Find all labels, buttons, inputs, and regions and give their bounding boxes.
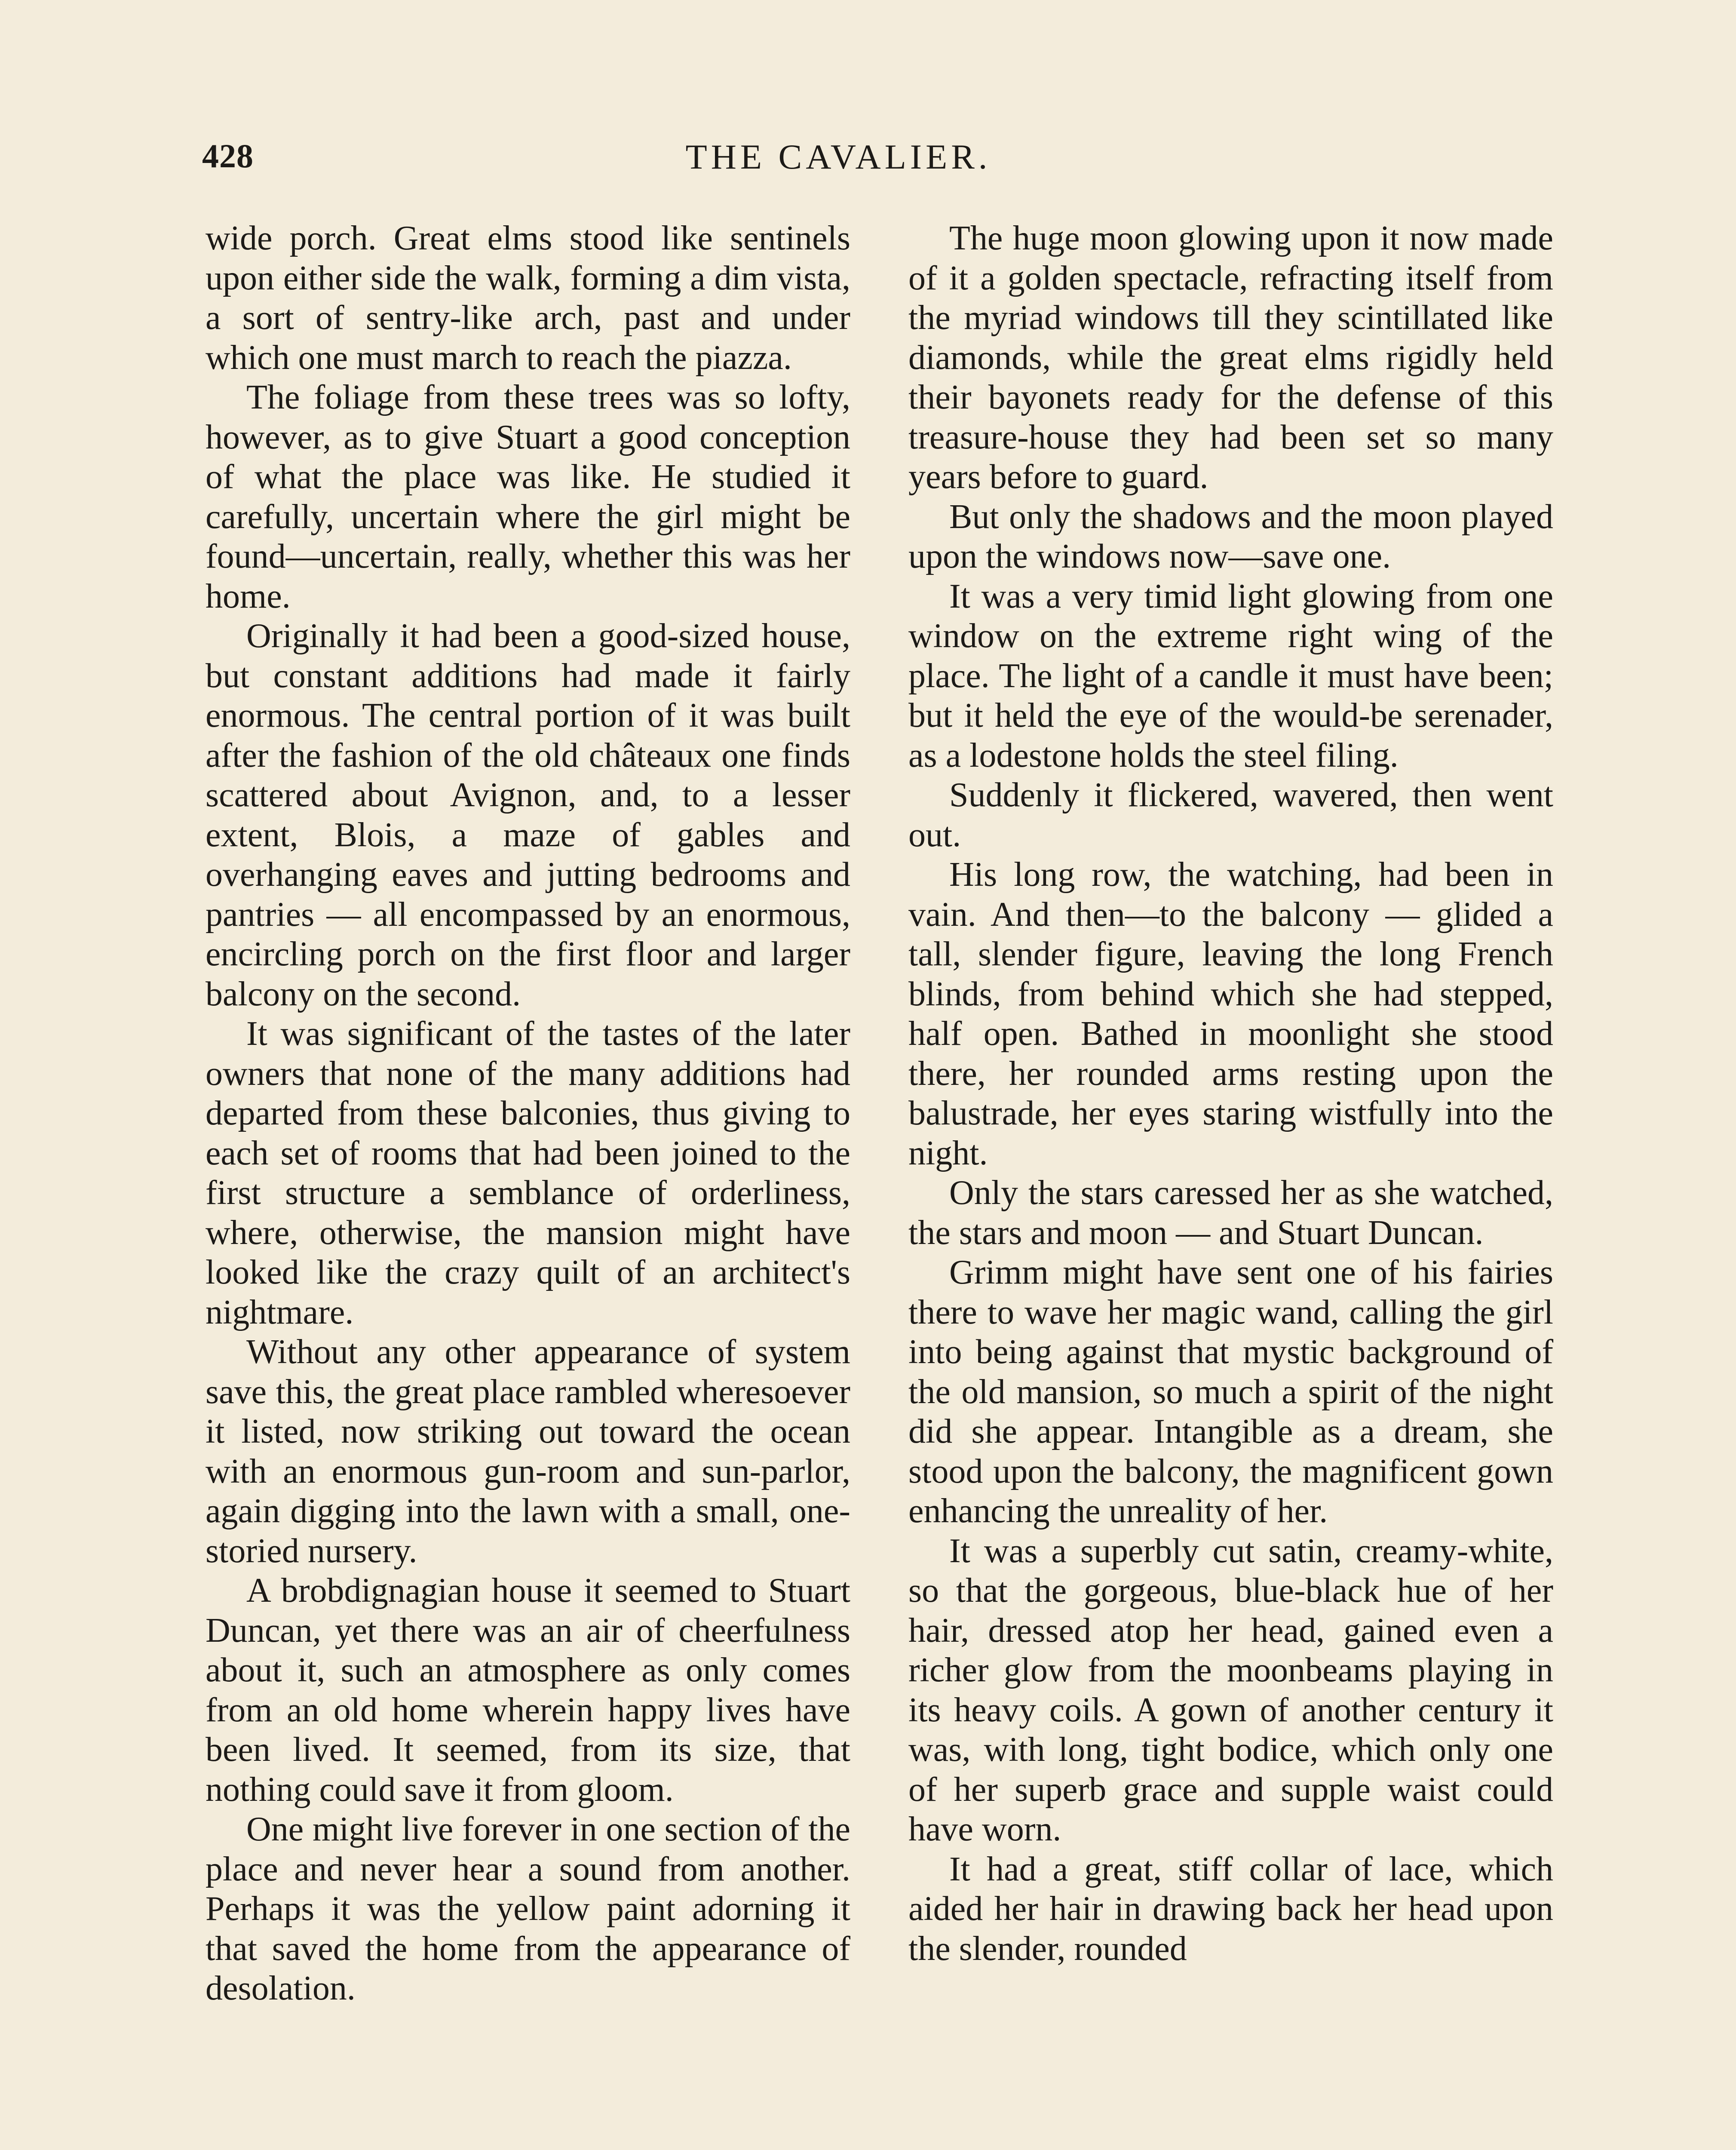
paragraph: Only the stars caressed her as she watched, the stars and moon — and Stuart Duncan. — [908, 1174, 1553, 1252]
left-column — [205, 218, 850, 2150]
paragraph: Originally it had been a good-sized house, but constant additions had made it fairly enormous. The central portion of it was built after the fashion of the old châteaux one finds scattered about Avignon, and, to a lesser extent, Blois, a maze of gables and overhanging eaves and jutting bedrooms and pantries — all encompassed by an enormous, encircling porch on the first floor and larger balcony on the second. — [205, 617, 850, 1013]
paragraph: wide porch. Great elms stood like sentinels upon either side the walk, forming a dim vista, a sort of sentry-like arch, past and under which one must march to reach the piazza. — [205, 219, 850, 377]
page-number: 428 — [202, 137, 254, 175]
paragraph: But only the shadows and the moon played upon the windows now—save one. — [908, 498, 1553, 575]
paragraph: A brobdignagian house it seemed to Stuart Duncan, yet there was an air of cheerfulness about it, such an atmosphere as only comes from an old home wherein happy lives have been lived. It seemed, from its size, that nothing could save it from gloom. — [205, 1572, 850, 1809]
paragraph: It had a great, stiff collar of lace, which aided her hair in drawing back her head upon the slender, rounded — [908, 1850, 1553, 1968]
paragraph: His long row, the watching, had been in vain. And then—to the balcony — glided a tall, slender figure, leaving the long French blinds, from behind which she had stepped, half open. Bathed in moonlight she stood there, her rounded arms resting upon the balustrade, her eyes staring wistfully into the night. — [908, 856, 1553, 1172]
paragraph: The foliage from these trees was so lofty, however, as to give Stuart a good conception of what the place was like. He studied it carefully, uncertain where the girl might be found—uncertain, really, whether this was her home. — [205, 378, 850, 615]
paragraph: One might live forever in one section of the place and never hear a sound from another. Perhaps it was the yellow paint adorning it that saved the home from the appearance of desolation. — [205, 1810, 850, 2007]
running-head: THE CAVALIER. — [685, 137, 991, 176]
paragraph: The huge moon glowing upon it now made of it a golden spectacle, refracting itself from the myriad windows till they scintillated like diamonds, while the great elms rigidly held their bayonets ready for the defense of this treasure-house they had been set so many years before to guard. — [908, 219, 1553, 496]
paragraph: It was a very timid light glowing from one window on the extreme right wing of the place. The light of a candle it must have been; but it held the eye of the would-be serenader, as a lodestone holds the steel filing. — [908, 577, 1553, 774]
paragraph: It was significant of the tastes of the later owners that none of the many additions had departed from these balconies, thus giving to each set of rooms that had been joined to the first structure a semblance of orderliness, where, otherwise, the mansion might have looked like the crazy quilt of an architect's nightmare. — [205, 1015, 850, 1331]
paragraph: It was a superbly cut satin, creamy-white, so that the gorgeous, blue-black hue of her hair, dressed atop her head, gained even a richer glow from the moonbeams playing in its heavy coils. A gown of another century it was, with long, tight bodice, which only one of her superb grace and supple waist could have worn. — [908, 1532, 1553, 1848]
paragraph: Suddenly it flickered, wavered, then went out. — [908, 776, 1553, 854]
text-columns — [205, 218, 1553, 2150]
paragraph: Grimm might have sent one of his fairies there to wave her magic wand, calling the girl into being against that mystic background of the old mansion, so much a spirit of the night did she appear. Intangible as a dream, she stood upon the balcony, the magnificent gown enhancing the unreality of her. — [908, 1253, 1553, 1530]
paragraph: Without any other appearance of system save this, the great place rambled wheresoever it listed, now striking out toward the ocean with an enormous gun-room and sun-parlor, again digging into the lawn with a small, one-storied nursery. — [205, 1333, 850, 1570]
right-column — [908, 218, 1553, 2150]
